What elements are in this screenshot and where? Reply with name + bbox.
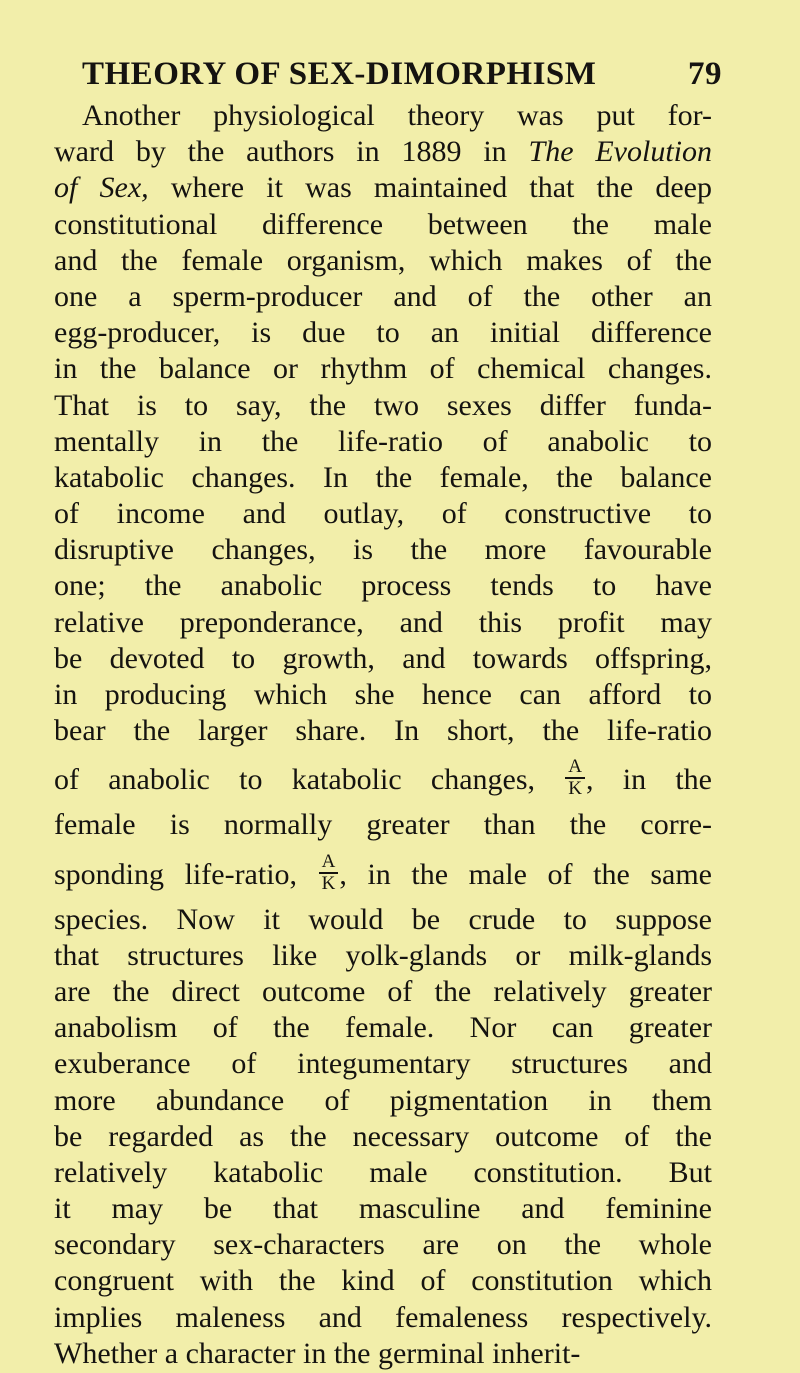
text-line: exuberance of integumentary structures and (54, 1047, 712, 1081)
text-line: implies maleness and femaleness respectively. (54, 1300, 712, 1334)
text-line: in the balance or rhythm of chemical changes. (54, 352, 712, 386)
text-line: constitutional difference between the male (54, 207, 712, 241)
page-number: 79 (688, 56, 722, 92)
text-line: That is to say, the two sexes differ funda- (54, 388, 712, 422)
running-head (82, 54, 722, 94)
text-line: mentally in the life-ratio of anabolic to (54, 424, 712, 458)
running-head-title: THEORY OF SEX-DIMORPHISM (82, 56, 597, 92)
text-line: of Sex, where it was maintained that the deep (54, 171, 712, 205)
text-line: relative preponderance, and this profit may (54, 605, 712, 639)
fraction-numerator: A (565, 758, 585, 779)
fraction-a-over-k (565, 758, 585, 798)
text-line: ward by the authors in 1889 in The Evolution (54, 135, 713, 169)
text-line: one; the anabolic process tends to have (54, 569, 712, 603)
text-line: Whether a character in the germinal inherit- (54, 1336, 581, 1370)
text-line: that structures like yolk-glands or milk-glands (54, 938, 712, 972)
book-title-italic: The Evolution (528, 135, 713, 169)
text-line: more abundance of pigmentation in them (54, 1083, 712, 1117)
fraction-a-over-k (319, 850, 339, 894)
text-line: relatively katabolic male constitution. But (54, 1155, 712, 1189)
fraction-numerator: A (319, 853, 339, 874)
text-line: congruent with the kind of constitution which (54, 1264, 712, 1298)
text-line: egg-producer, is due to an initial difference (54, 316, 712, 350)
text-line: Another physiological theory was put for- (82, 99, 712, 132)
text-line: secondary sex-characters are on the whole (54, 1228, 712, 1262)
fraction-denominator: K (321, 872, 336, 894)
text-line: katabolic changes. In the female, the balance (54, 460, 712, 494)
fraction-denominator: K (568, 778, 582, 800)
text-line: of anabolic to katabolic changes, $\frac{A}{K}$ , in the (54, 756, 712, 800)
text-line: female is normally greater than the corre- (54, 808, 712, 842)
book-title-italic: of Sex, (54, 171, 149, 205)
text-line: of income and outlay, of constructive to (54, 497, 712, 531)
text-line: and the female organism, which makes of the (54, 243, 712, 277)
text-line: bear the larger share. In short, the life-ratio (54, 714, 712, 748)
text-line: sponding life-ratio, $\frac{A}{K}$ , in the male of the same (54, 850, 712, 894)
text-line: be devoted to growth, and towards offspring, (54, 641, 712, 675)
body-text (54, 98, 712, 1372)
text-line: species. Now it would be crude to suppose (54, 902, 712, 936)
text-line: anabolism of the female. Nor can greater (54, 1011, 712, 1045)
text-line: be regarded as the necessary outcome of the (54, 1119, 712, 1153)
text-line: disruptive changes, is the more favourable (54, 533, 712, 567)
text-line: one a sperm-producer and of the other an (54, 279, 712, 313)
text-line: are the direct outcome of the relatively greater (54, 974, 712, 1008)
text-line: in producing which she hence can afford to (54, 678, 712, 711)
text-line: it may be that masculine and feminine (54, 1192, 712, 1226)
